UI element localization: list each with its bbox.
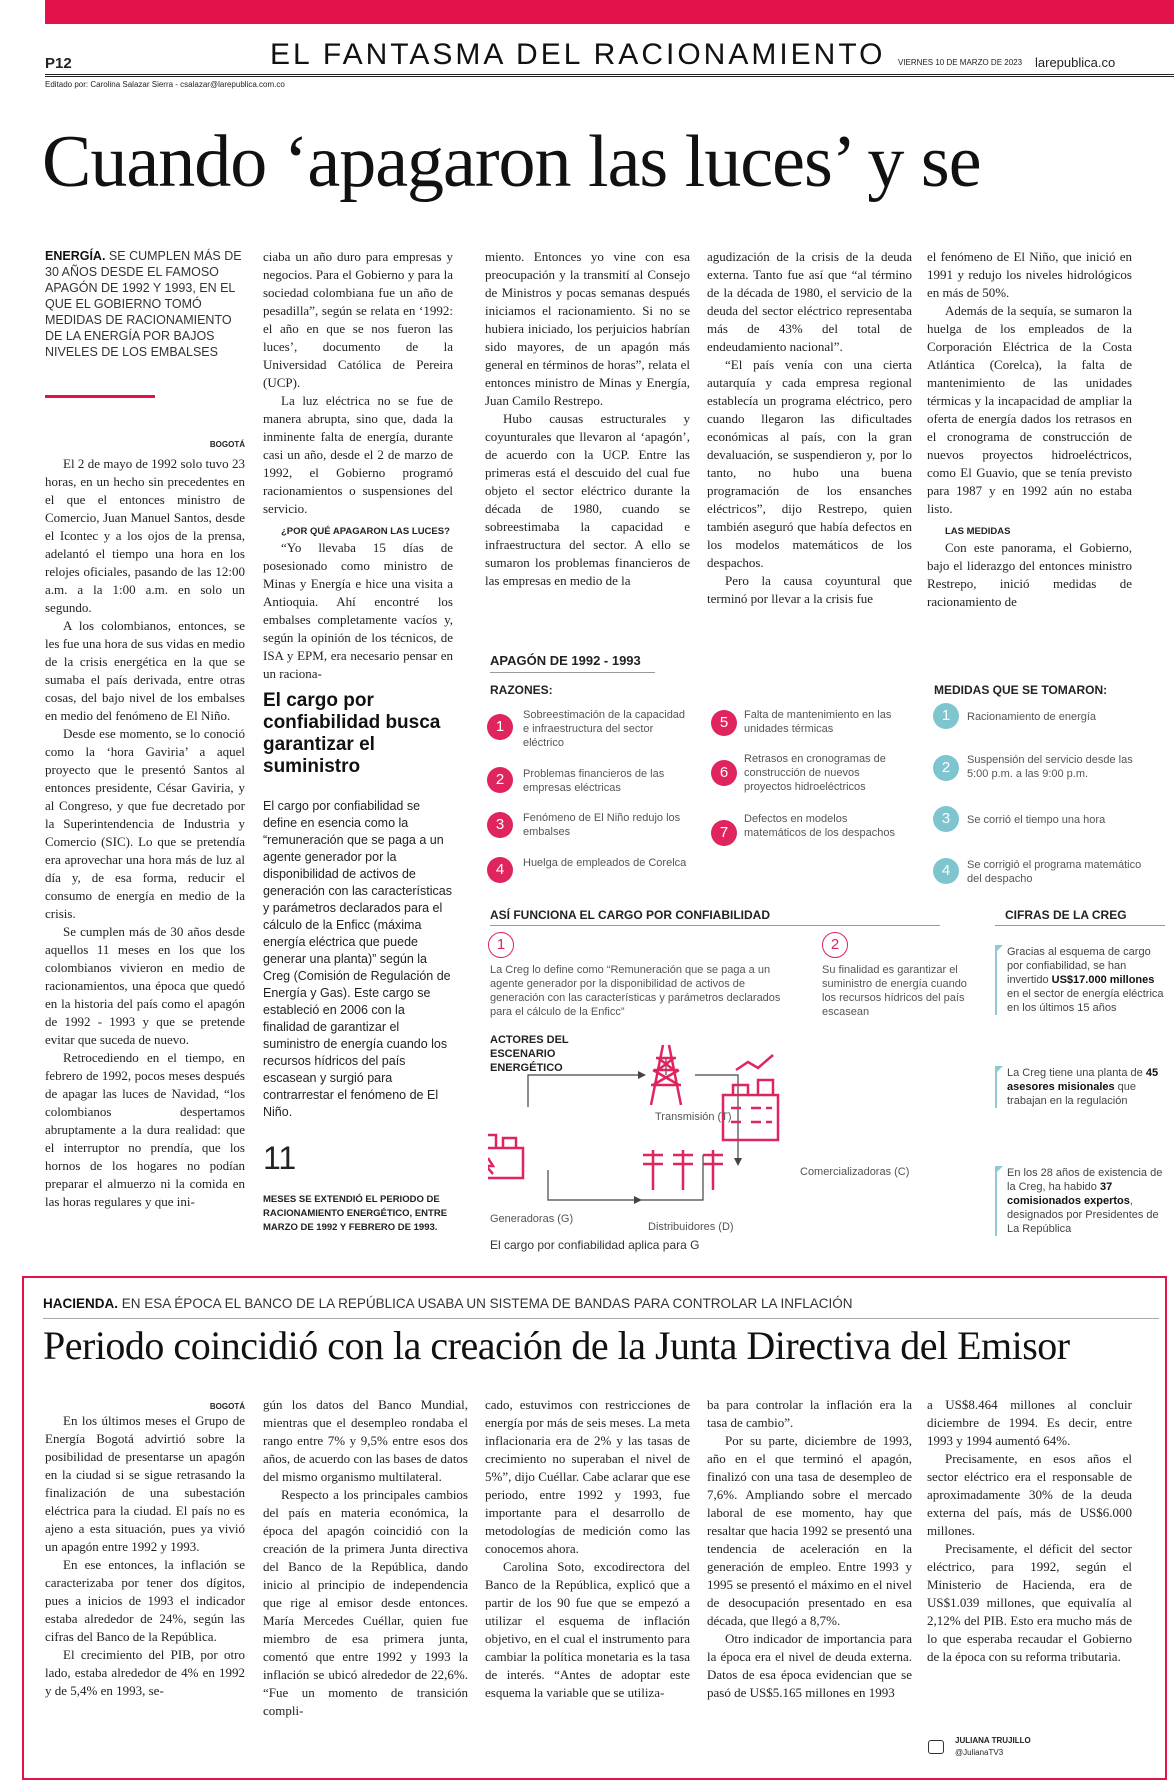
paragraph: Carolina Soto, excodirectora del Banco de la República, explicó que a partir de los 90 fue que se empezó a utilizar el esquema de inflación objetivo, en el cual el instrumento para cambiar la política monetaria es la tasa de interés. “Antes de adoptar este esquema la variable que se utiliza-: [485, 1559, 690, 1700]
header-rule: [45, 74, 1174, 75]
kicker-rule: [43, 1318, 1159, 1319]
secondary-headline: Periodo coincidió con la creación de la Junta Directiva del Emisor: [43, 1323, 1070, 1368]
paragraph: cado, estuvimos con restricciones de energía por más de seis meses. La meta inflacionaria era de 2% y las tasas de crecimiento no superaban el nivel de 5%”, dijo Cuéllar. Cabe aclarar que ese periodo, entre 1992 y 1993, fue importante para el desarrollo de metodologías de medición como las conocemos ahora.: [485, 1397, 690, 1556]
actors-diagram: [488, 1040, 948, 1240]
article-column-4: [707, 248, 912, 608]
reason-badge: 4: [487, 857, 513, 883]
actors-title: ACTORES DEL ESCENARIO ENERGÉTICO: [490, 1034, 569, 1074]
creg-title: CIFRAS DE LA CREG: [1005, 908, 1127, 922]
reason-text: Retrasos en cronogramas de construcción de nuevos proyectos hidroeléctricos: [744, 753, 886, 793]
paragraph: gún los datos del Banco Mundial, mientras que el desempleo rondaba el rango entre 7% y 9,5% entre esos dos años, de acuerdo con las bases de datos del mismo organismo multilateral.: [263, 1397, 468, 1484]
creg-fact: La Creg tiene una planta de 45 asesores misionales que trabajan en la regulación: [995, 1066, 1165, 1108]
section-title: EL FANTASMA DEL RACIONAMIENTO: [270, 38, 886, 71]
header-rule-2: [45, 76, 1174, 77]
reasons-title: RAZONES:: [490, 683, 553, 697]
measure-badge: 1: [933, 703, 959, 729]
actors-note: El cargo por confiabilidad aplica para G: [490, 1238, 700, 1252]
stat-caption: MESES SE EXTENDIÓ EL PERIODO DE RACIONAMIENTO ENERGÉTICO, ENTRE MARZO DE 1992 Y FEBRERO DE 1993.: [263, 1194, 448, 1233]
sidebar-title: El cargo por confiabilidad busca garantizar el suministro: [263, 690, 441, 777]
creg-fact: En los 28 años de existencia de la Creg, ha habido 37 comisionados expertos, designados por Presidentes de La República: [995, 1166, 1165, 1236]
reason-badge: 5: [711, 710, 737, 736]
secondary-kicker: [43, 1296, 853, 1311]
author-handle[interactable]: @JulianaTV3: [955, 1748, 1004, 1757]
secondary-column-4: [707, 1396, 912, 1702]
actor-transmision: Transmisión (T): [655, 1111, 732, 1123]
paragraph: Se cumplen más de 30 años desde aquellos 11 meses en los que los colombianos vivieron en medio de racionamientos, una época que quedó en la historia del país como el apagón de 1992 - 1993 y que se pretende evitar que suceda de nuevo.: [45, 924, 245, 1047]
stat-number: 11: [263, 1140, 297, 1176]
secondary-column-2: [263, 1396, 468, 1720]
reason-text: Problemas financieros de las empresas eléctricas: [523, 768, 665, 794]
measure-text: Se corrió el tiempo una hora: [967, 814, 1106, 826]
paragraph: El 2 de mayo de 1992 solo tuvo 23 horas, en un hecho sin precedentes en el que el entonces ministro de Comercio, Juan Manuel Santos, desde el Icontec y a los ojos de la prensa, adelantó el tiempo una hora en los relojes oficiales, pasando de las 12:00 a.m. a la 1:00 a.m. en solo un segundo.: [45, 456, 245, 615]
paragraph: Respecto a los principales cambios del país en materia económica, la época del apagón coincidió con la creación de la primera Junta directiva del Banco de la República, dando inicio al principio de independencia que rige al emisor desde entonces. María Mercedes Cuéllar, quien fue miembro de esa primera junta, comentó que entre 1992 y 1993 la inflación se ubicó alrededor de 22,6%. “Fue un momento de transición compli-: [263, 1487, 468, 1718]
main-headline: Cuando ‘apagaron las luces’ y se: [42, 121, 981, 203]
paragraph: Pero la causa coyuntural que terminó por llevar a la crisis fue: [707, 573, 912, 606]
measure-text: Racionamiento de energía: [967, 711, 1097, 723]
dateline: BOGOTÁ: [209, 440, 245, 449]
paragraph: a US$8.464 millones al concluir diciembre de 1994. Es decir, entre 1993 y 1994 aumentó 64%.: [927, 1397, 1132, 1448]
measure-text: Suspensión del servicio desde las 5:00 p.m. a las 9:00 p.m.: [967, 754, 1133, 780]
commercial-building-icon: [723, 1055, 778, 1140]
author-chat-icon: [928, 1740, 944, 1754]
creg-fact: Gracias al esquema de cargo por confiabilidad, se han invertido US$17.000 millones en el sector de energía eléctrica en los últimos 15 años: [995, 945, 1165, 1015]
measure-badge: 2: [933, 755, 959, 781]
paragraph: Otro indicador de importancia para la época era el nivel de deuda externa. Datos de esa época evidencian que se pasó de US$5.165 millones en 1993: [707, 1631, 912, 1700]
paragraph: “El país venía con una cierta autarquía y cada empresa regional establecía un programa eléctrico, pero cuando llegaron las dificultades económicas al país, con la gran devaluación, se suspendieron y, por lo tanto, no hubo una buena programación de los ensanches eléctricos”, dijo Restrepo, quien también aseguró que había defectos en los modelos matemáticos de los despachos.: [707, 357, 912, 570]
main-kicker: [45, 248, 245, 360]
paragraph: Retrocediendo en el tiempo, en febrero de 1992, pocos meses después de apagar las luces de Navidad, “los colombianos despertamos abruptamente a la dura realidad: que el interruptor no prendía, que los hornos de los hogares no podían preparar el almuerzo ni la comida en las horas regulares y que ini-: [45, 1050, 245, 1209]
subheading: LAS MEDIDAS: [945, 526, 1011, 537]
paragraph: En los últimos meses el Grupo de Energía Bogotá advirtió sobre la posibilidad de presentarse un apagón en la ciudad si se sigue retrasando la finalización de una subestación eléctrica para la ciudad. El país no es ajeno a esta situación, pues ya vivió un apagón entre 1992 y 1993.: [45, 1413, 245, 1554]
reason-badge: 6: [711, 760, 737, 786]
site-link[interactable]: larepublica.co: [1035, 55, 1116, 70]
power-plant-icon: [488, 1135, 523, 1178]
actor-distribuidores: Distribuidores (D): [648, 1221, 734, 1233]
measure-badge: 3: [933, 806, 959, 832]
actor-generadoras: Generadoras (G): [490, 1213, 574, 1225]
paragraph: Precisamente, en esos años el sector eléctrico era el responsable de aproximadamente 30% de la deuda externa del país, más de US$6.000 millones.: [927, 1451, 1132, 1538]
secondary-column-3: [485, 1396, 690, 1702]
reason-text: Sobreestimación de la capacidad e infraestructura del sector eléctrico: [523, 709, 686, 749]
paragraph: Desde ese momento, se lo conoció como la ‘hora Gaviria’ a aquel proyecto que le presentó Santos al entonces presidente, César Gaviria, y al Congreso, y que fue decretado por la Superintendencia de Industria y Comercio (SIC). Lo que se pretendía era aprovechar una hora más de luz al día y, de esa forma, reducir el consumo de energía en medio de la crisis.: [45, 726, 245, 921]
measure-text: Se corrigió el programa matemático del despacho: [967, 859, 1142, 885]
issue-date: VIERNES 10 DE MARZO DE 2023: [898, 58, 1023, 67]
article-column-2: [263, 248, 453, 683]
editor-credit: Editado por: Carolina Salazar Sierra - csalazar@larepublica.com.co: [45, 80, 285, 89]
actor-comercializadoras: Comercializadoras (C): [800, 1166, 910, 1178]
how-rule: [490, 925, 940, 926]
creg-rule: [995, 925, 1165, 926]
article-column-3: [485, 248, 690, 590]
sidebar-text: El cargo por confiabilidad se define en esencia como la “remuneración que se paga a un agente generador por la disponibilidad de activos de generación con las características y parámetros declarados para el cálculo de la Enficc (máxima energía eléctrica que puede generar una planta)” según la Creg (Comisión de Regulación de Energía y Gas). Este cargo se estableció en 2006 con la finalidad de garantizar el suministro de energía cuando los recursos hídricos del país escasean y surgió para contrarrestar el fenómeno de El Niño.: [263, 799, 452, 1119]
page-number: P12: [45, 55, 72, 72]
infographic-title: APAGÓN DE 1992 - 1993: [490, 653, 641, 668]
kicker-accent: [45, 395, 155, 398]
paragraph: “Yo llevaba 15 días de posesionado como ministro de Minas y Energía e hice una visita a Antioquia. Ahí encontré los embalses completamente vacíos y, según la opinión de los técnicos, de ISA y EPM, era necesario pensar en un raciona-: [263, 540, 453, 681]
paragraph: miento. Entonces yo vine con esa preocupación y la transmití al Consejo de Ministros y pocas semanas después iniciamos el racionamiento. Si no se hubiera iniciado, los perjuicios habrían sido mayores, de un apagón más general en términos de horas”, relata el entonces ministro de Minas y Energía, Juan Camilo Restrepo.: [485, 249, 690, 408]
kicker-text: SE CUMPLEN MÁS DE 30 AÑOS DESDE EL FAMOSO APAGÓN DE 1992 Y 1993, EN EL QUE EL GOBIERNO TOMÓ MEDIDAS DE RACIONAMIENTO DE LA ENERGÍA POR BAJOS NIVELES DE LOS EMBALSES: [45, 249, 242, 359]
paragraph: Con este panorama, el Gobierno, bajo el liderazgo del entonces ministro Restrepo, inició medidas de racionamiento de: [927, 540, 1132, 609]
reason-text: Falta de mantenimiento en las unidades térmicas: [744, 709, 892, 735]
measure-badge: 4: [933, 858, 959, 884]
paragraph: ciaba un año duro para empresas y negocios. Para el Gobierno y para la sociedad colombiana fue un año de pesadilla”, según se relata en ‘1992: el año en que se nos fueron las luces’, documento de la Universidad Católica de Pereira (UCP).: [263, 249, 453, 390]
top-accent-bar: [45, 0, 1174, 24]
paragraph: Hubo causas estructurales y coyunturales que llevaron al ‘apagón’, de acuerdo con la UCP. Entre las primeras está el descuido del cual fue objeto el sector eléctrico durante la década de 1980, cuando se sobreestimaba la capacidad e infraestructura del sector. A ello se sumaron los problemas financieros de las empresas en medio de la: [485, 411, 690, 588]
dateline: BOGOTÁ: [209, 1402, 245, 1411]
paragraph: el fenómeno de El Niño, que inició en 1991 y redujo los niveles hidrológicos en más de 50%.: [927, 249, 1132, 300]
reason-text: Huelga de empleados de Corelca: [523, 857, 687, 869]
paragraph: El crecimiento del PIB, por otro lado, estaba alrededor de 4% en 1992 y de 5,4% en 1993, se-: [45, 1647, 245, 1698]
secondary-column-1: [45, 1412, 245, 1700]
distribution-pole-icon: [643, 1150, 723, 1190]
paragraph: Por su parte, diciembre de 1993, año en el que terminó el apagón, finalizó con una tasa de desempleo de 7,6%. Ampliando sobre el mercado laboral de ese momento, hay que resaltar que hacia 1992 se presentó una tendencia de aceleración en la generación de empleo. Entre 1993 y 1995 se presentó el máximo en el nivel de desocupación presentado en esa década, que llegó a 8,7%.: [707, 1433, 912, 1628]
paragraph: agudización de la crisis de la deuda externa. Tanto fue así que “al término de la década de 1980, el servicio de la deuda del sector eléctrico representaba más de 43% del total de endeudamiento nacional”.: [707, 249, 912, 354]
reason-badge: 3: [487, 812, 513, 838]
reason-badge: 7: [711, 820, 737, 846]
measures-title: MEDIDAS QUE SE TOMARON:: [934, 683, 1108, 697]
reason-text: Fenómeno de El Niño redujo los embalses: [523, 812, 681, 838]
reason-badge: 1: [487, 714, 513, 740]
paragraph: A los colombianos, entonces, se les fue una hora de sus vidas en medio de la crisis energética en la que se sumaba el país derivada, entre otras cosas, del bajo nivel de los embalses en medio del fenómeno de El Niño.: [45, 618, 246, 723]
paragraph: Precisamente, el déficit del sector eléctrico, para 1992, según el Ministerio de Hacienda, era de US$1.039 millones, que equivalía al 2,12% del PIB. Esto era mucho más de lo que esperaba recaudar el Gobierno de la época con su reforma tributaria.: [927, 1541, 1132, 1664]
how-badge: 1: [488, 932, 514, 958]
paragraph: ba para controlar la inflación era la tasa de cambio”.: [707, 1397, 912, 1430]
title-rule: [490, 672, 655, 673]
kicker-text: EN ESA ÉPOCA EL BANCO DE LA REPÚBLICA USABA UN SISTEMA DE BANDAS PARA CONTROLAR LA INFLACIÓN: [121, 1296, 853, 1311]
kicker-label: HACIENDA.: [43, 1296, 119, 1311]
paragraph: La luz eléctrica no se fue de manera abrupta, sino que, dada la inminente falta de energía, durante casi un año, desde el 2 de marzo de 1992, el Gobierno programó racionamientos o suspensiones del servicio.: [263, 393, 453, 516]
article-column-5: [927, 248, 1132, 611]
author-name: JULIANA TRUJILLO: [955, 1736, 1031, 1745]
reason-badge: 2: [487, 767, 513, 793]
subheading: ¿POR QUÉ APAGARON LAS LUCES?: [281, 526, 450, 537]
how-badge: 2: [822, 932, 848, 958]
secondary-column-5: [927, 1396, 1132, 1666]
paragraph: En ese entonces, la inflación se caracterizaba por tener dos dígitos, pues a inicios de 1993 el indicador estaba alrededor de 24%, según las cifras del Banco de la República.: [45, 1557, 245, 1644]
how-title: ASÍ FUNCIONA EL CARGO POR CONFIABILIDAD: [490, 908, 771, 922]
paragraph: Además de la sequía, se sumaron la huelga de los empleados de la Corporación Eléctrica de la Costa Atlántica (Corelca), la falta de mantenimiento de las unidades térmicas y la incapacidad de ampliar la oferta de energía dados los retrasos en el cronograma de construcción de nuevos proyectos hidroeléctricos, como El Guavio, que se tenía previsto para 1987 y en 1992 aún no estaba listo.: [927, 303, 1132, 516]
kicker-label: ENERGÍA.: [45, 249, 106, 263]
how-text: Su finalidad es garantizar el suministro de energía cuando los recursos hídricos del país escasean: [822, 964, 967, 1018]
article-column-1: [45, 455, 245, 1211]
how-text: La Creg lo define como “Remuneración que se paga a un agente generador por la disponibilidad de activos de generación con las características y parámetros declarados para el cálculo de la Enficc”: [490, 964, 781, 1018]
reason-text: Defectos en modelos matemáticos de los despachos: [744, 813, 896, 839]
